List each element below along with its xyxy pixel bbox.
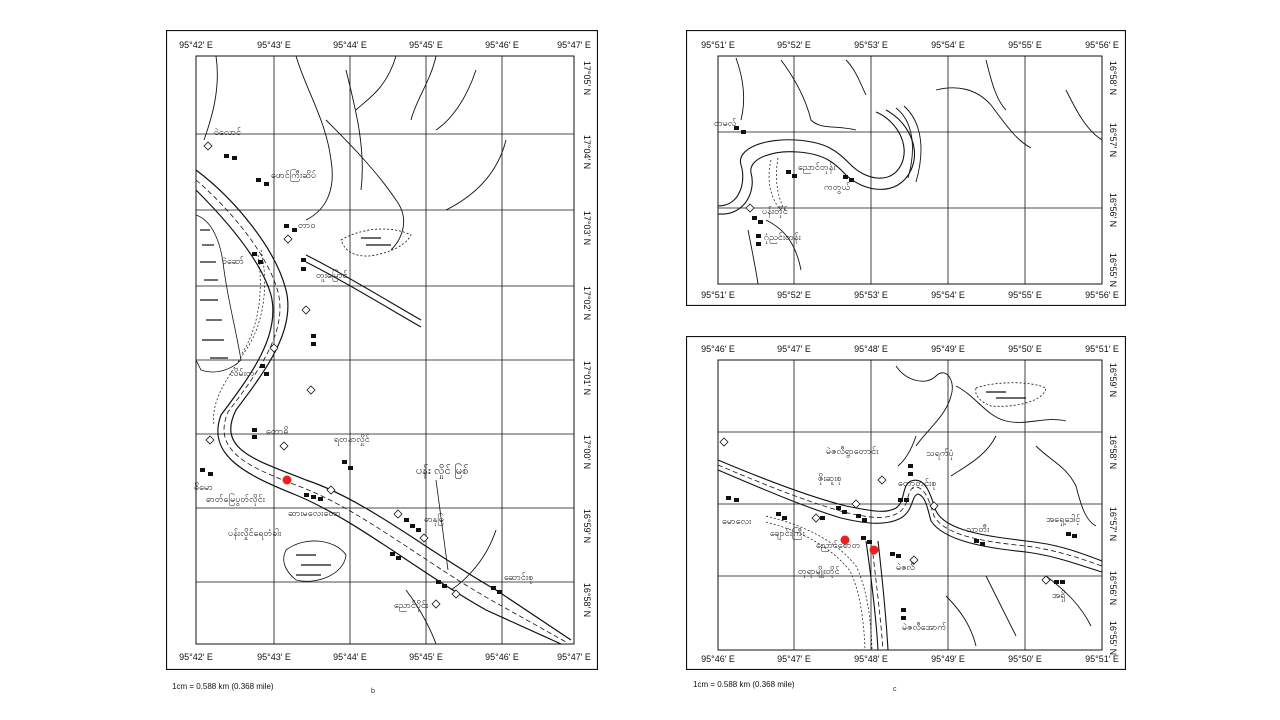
map-top-svg <box>686 30 1126 306</box>
svg-text:16°56′ N: 16°56′ N <box>1108 570 1118 606</box>
svg-text:95°44′ E: 95°44′ E <box>333 652 367 662</box>
svg-text:17°05′ N: 17°05′ N <box>582 60 592 96</box>
svg-text:16°57′ N: 16°57′ N <box>1108 122 1118 158</box>
svg-text:ဖောင်ကြီးဆိပ်: ဖောင်ကြီးဆိပ် <box>271 171 317 181</box>
svg-text:95°51′ E: 95°51′ E <box>1085 654 1119 664</box>
svg-text:ညောင်တုန်း: ညောင်တုန်း <box>798 163 836 173</box>
svg-text:95°56′ E: 95°56′ E <box>1085 290 1119 300</box>
svg-text:တမလ်: တမလ် <box>714 119 737 129</box>
svg-text:သရက်ပုံ: သရက်ပုံ <box>926 449 954 459</box>
svg-text:95°56′ E: 95°56′ E <box>1085 40 1119 50</box>
svg-text:ကတွယ်: ကတွယ် <box>824 183 851 193</box>
svg-text:95°47′ E: 95°47′ E <box>557 40 591 50</box>
svg-text:95°50′ E: 95°50′ E <box>1008 344 1042 354</box>
svg-text:95°55′ E: 95°55′ E <box>1008 40 1042 50</box>
svg-text:ဇိုးဆူးစု: ဇိုးဆူးစု <box>818 474 842 484</box>
river-name-b: ပန်း လှိုင် မြစ် <box>416 464 469 477</box>
svg-text:95°42′ E: 95°42′ E <box>179 40 213 50</box>
svg-text:အရှေ့ဒေါင့်: အရှေ့ဒေါင့် <box>1046 515 1081 525</box>
svg-text:95°54′ E: 95°54′ E <box>931 40 965 50</box>
svg-text:ဆောင်းစု: ဆောင်းစု <box>504 573 534 583</box>
map-panel-c <box>686 336 1126 670</box>
svg-text:95°47′ E: 95°47′ E <box>777 654 811 664</box>
svg-text:16°57′ N: 16°57′ N <box>1108 506 1118 542</box>
svg-text:16°55′ N: 16°55′ N <box>1108 252 1118 288</box>
svg-text:95°47′ E: 95°47′ E <box>777 344 811 354</box>
svg-text:ဝဲဆော်: ဝဲဆော် <box>222 257 244 267</box>
svg-text:17°02′ N: 17°02′ N <box>582 285 592 321</box>
svg-text:95°49′ E: 95°49′ E <box>931 654 965 664</box>
svg-text:16°56′ N: 16°56′ N <box>1108 192 1118 228</box>
svg-text:95°42′ E: 95°42′ E <box>179 652 213 662</box>
svg-text:ဆားမလေးတော: ဆားမလေးတော <box>288 509 341 519</box>
svg-text:တုရာမျိုးတိုင်: တုရာမျိုးတိုင် <box>798 567 840 577</box>
svg-text:95°51′ E: 95°51′ E <box>1085 344 1119 354</box>
red-marker-b <box>283 476 292 485</box>
svg-text:ဓာနုမြ: ဓာနုမြ <box>424 515 445 525</box>
svg-text:17°04′ N: 17°04′ N <box>582 134 592 170</box>
svg-text:အရှိ: အရှိ <box>1052 591 1066 601</box>
svg-text:ဓာတ်မြေပွတ်လိုင်း: ဓာတ်မြေပွတ်လိုင်း <box>206 495 265 505</box>
svg-text:17°03′ N: 17°03′ N <box>582 210 592 246</box>
svg-text:ဂုံညင်းတန်း: ဂုံညင်းတန်း <box>764 233 801 243</box>
svg-text:95°52′ E: 95°52′ E <box>777 40 811 50</box>
svg-text:16°58′ N: 16°58′ N <box>582 582 592 618</box>
svg-text:ပန်းတိုင်: ပန်းတိုင် <box>762 207 788 217</box>
svg-text:95°52′ E: 95°52′ E <box>777 290 811 300</box>
svg-text:95°50′ E: 95°50′ E <box>1008 654 1042 664</box>
svg-text:95°48′ E: 95°48′ E <box>854 654 888 664</box>
scale-b: 1cm = 0.588 km (0.368 mile) <box>172 682 274 691</box>
svg-text:တာဝ: တာဝ <box>298 221 316 231</box>
svg-text:တော့တင်းစု: တော့တင်းစု <box>898 479 937 489</box>
svg-text:95°53′ E: 95°53′ E <box>854 290 888 300</box>
svg-text:ချောင်းကြီး: ချောင်းကြီး <box>770 529 805 539</box>
svg-text:95°43′ E: 95°43′ E <box>257 40 291 50</box>
svg-text:ညောင်စောတ: ညောင်စောတ <box>816 541 861 551</box>
svg-text:95°48′ E: 95°48′ E <box>854 344 888 354</box>
svg-text:မဲဇလီ: မဲဇလီ <box>896 563 915 573</box>
svg-text:16°58′ N: 16°58′ N <box>1108 60 1118 96</box>
svg-text:95°47′ E: 95°47′ E <box>557 652 591 662</box>
svg-text:မဲဇလီအောက်: မဲဇလီအောက် <box>902 623 947 633</box>
svg-text:95°43′ E: 95°43′ E <box>257 652 291 662</box>
svg-text:တောဓိ: တောဓိ <box>266 427 289 437</box>
svg-text:16°55′ N: 16°55′ N <box>1108 620 1118 656</box>
svg-text:95°51′ E: 95°51′ E <box>701 290 735 300</box>
red-marker-c2 <box>870 546 879 555</box>
svg-text:ရတနာလှိုင်: ရတနာလှိုင် <box>334 435 370 445</box>
svg-text:လိမ်းတ: လိမ်းတ <box>230 369 255 379</box>
svg-text:95°55′ E: 95°55′ E <box>1008 290 1042 300</box>
svg-text:95°54′ E: 95°54′ E <box>931 290 965 300</box>
svg-text:ဓိမော: ဓိမော <box>194 483 213 493</box>
svg-text:95°49′ E: 95°49′ E <box>931 344 965 354</box>
panel-label-c: c <box>893 686 897 693</box>
svg-text:16°59′ N: 16°59′ N <box>1108 362 1118 398</box>
svg-text:သာတီး: သာတီး <box>966 525 990 535</box>
svg-text:95°46′ E: 95°46′ E <box>701 344 735 354</box>
svg-text:17°00′ N: 17°00′ N <box>582 434 592 470</box>
svg-text:95°44′ E: 95°44′ E <box>333 40 367 50</box>
scale-c: 1cm = 0.588 km (0.368 mile) <box>693 680 795 689</box>
svg-text:မောလေး: မောလေး <box>722 517 752 527</box>
svg-text:95°51′ E: 95°51′ E <box>701 40 735 50</box>
svg-text:မဲဇလီရွာတောင်း: မဲဇလီရွာတောင်း <box>826 447 879 457</box>
svg-text:16°59′ N: 16°59′ N <box>582 508 592 544</box>
svg-text:95°46′ E: 95°46′ E <box>485 652 519 662</box>
svg-text:95°45′ E: 95°45′ E <box>409 652 443 662</box>
svg-text:95°46′ E: 95°46′ E <box>485 40 519 50</box>
map-c-svg <box>686 336 1126 670</box>
map-panel-top <box>686 30 1126 306</box>
svg-text:တူးမြောင်: တူးမြောင် <box>316 271 348 281</box>
svg-text:ညောင်ပိုင်း: ညောင်ပိုင်း <box>394 601 429 611</box>
map-b-svg <box>166 30 598 670</box>
map-panel-b <box>166 30 598 670</box>
svg-text:95°45′ E: 95°45′ E <box>409 40 443 50</box>
svg-text:ပန်းလှိုင်ရေတံခါး: ပန်းလှိုင်ရေတံခါး <box>228 529 282 539</box>
svg-text:95°46′ E: 95°46′ E <box>701 654 735 664</box>
svg-text:95°53′ E: 95°53′ E <box>854 40 888 50</box>
svg-text:ဝဲလောင်: ဝဲလောင် <box>214 128 242 138</box>
svg-text:16°58′ N: 16°58′ N <box>1108 434 1118 470</box>
panel-label-b: b <box>371 688 375 695</box>
svg-text:17°01′ N: 17°01′ N <box>582 360 592 396</box>
